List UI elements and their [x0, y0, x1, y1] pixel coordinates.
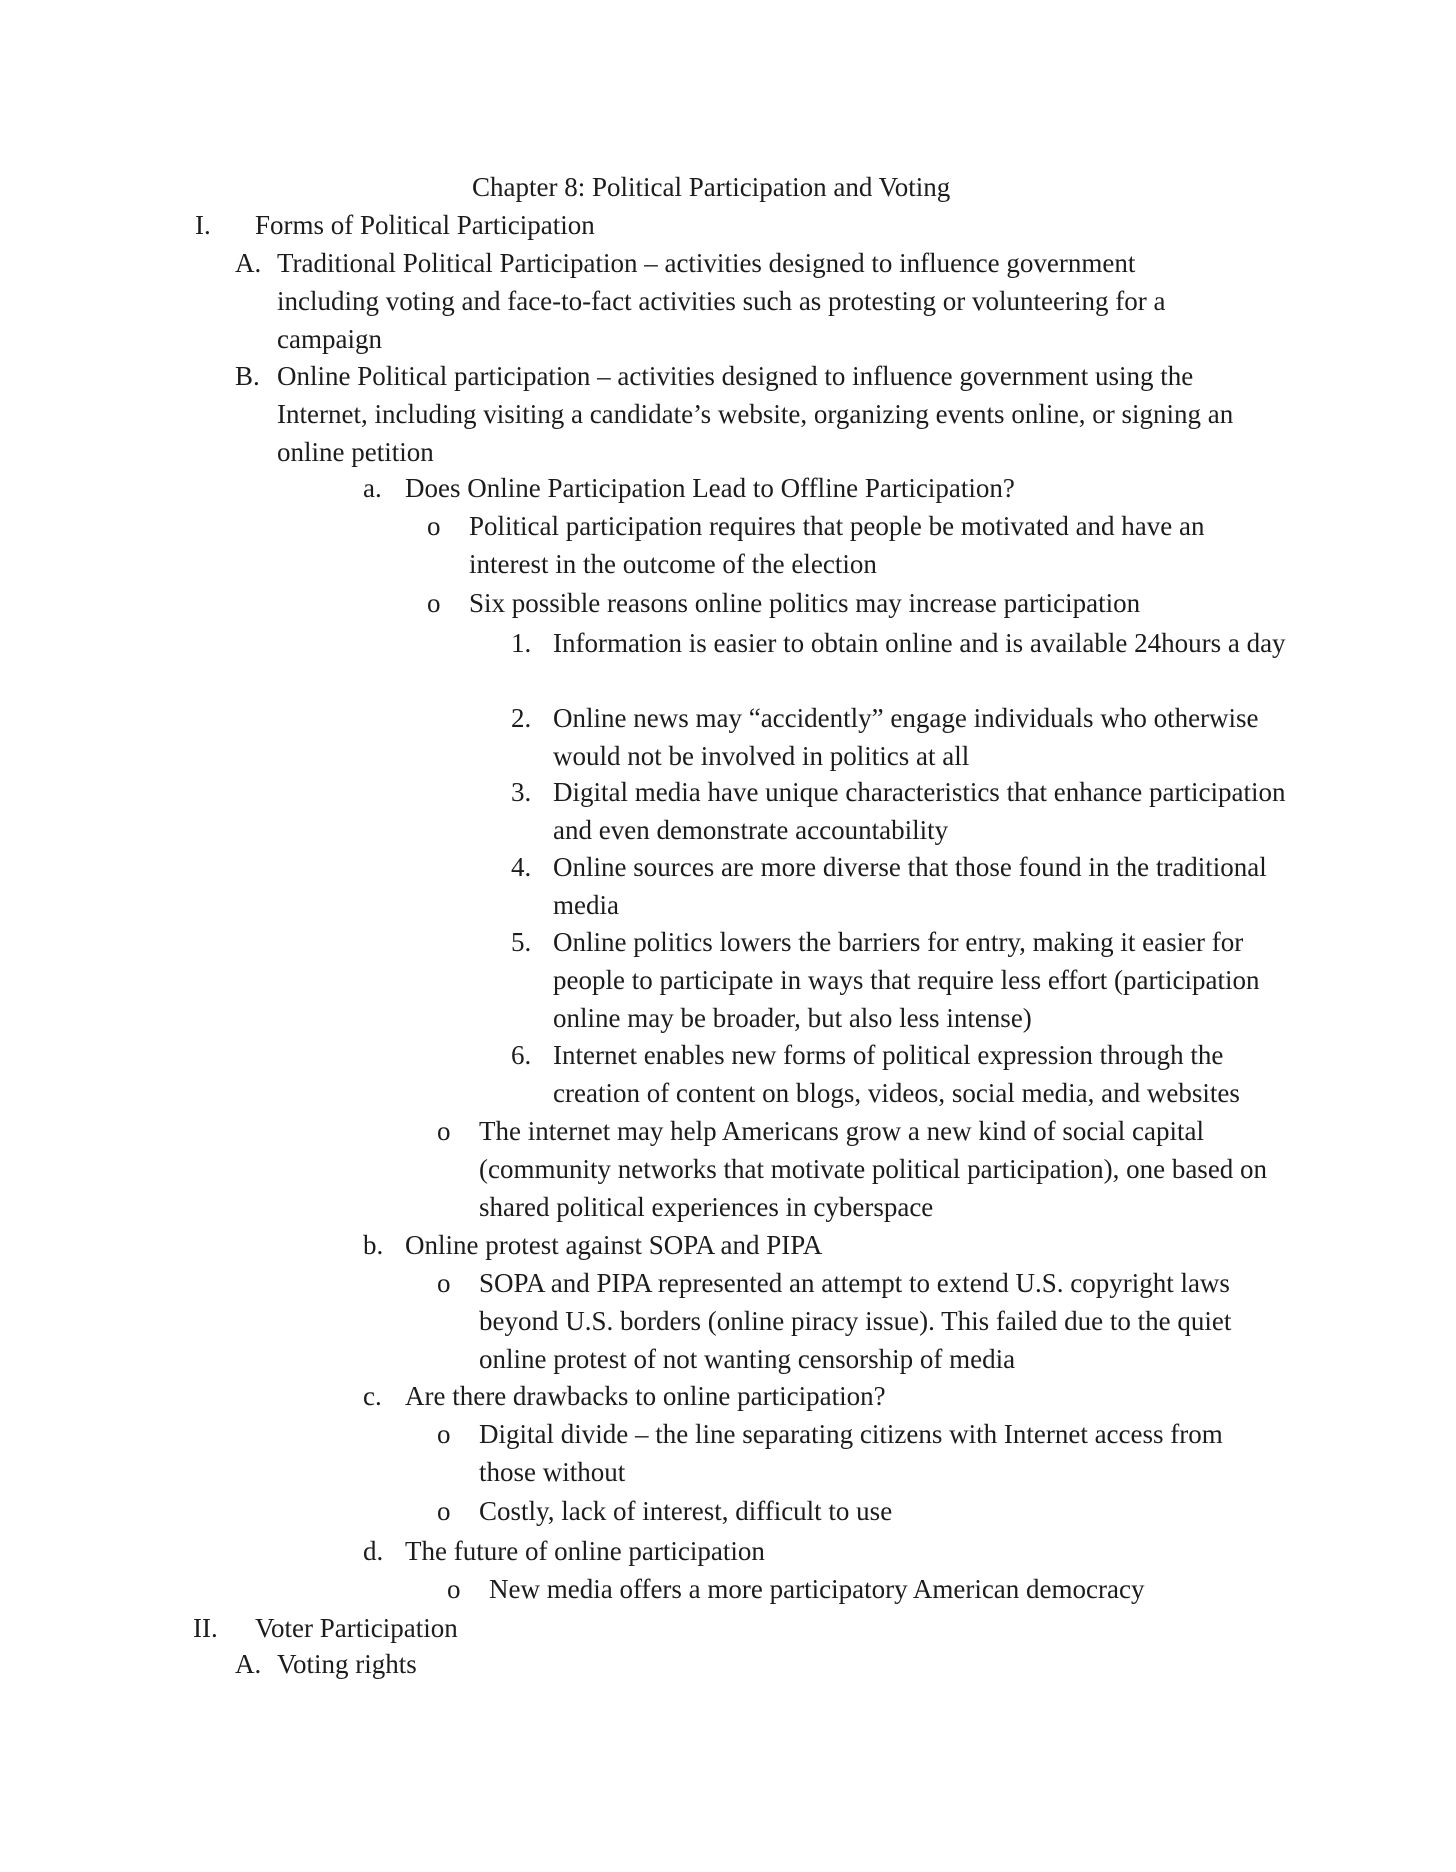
- bullet-marker: o: [437, 1496, 451, 1526]
- reason-item-5: [511, 923, 1288, 1037]
- outline-text: Voting rights: [277, 1649, 417, 1679]
- bullet-marker: o: [427, 588, 441, 618]
- outline-marker: I.: [195, 210, 211, 240]
- outline-text: The internet may help Americans grow a new kind of social capital (community networks that motivate political participation), one based on shared political experiences in cyberspace: [479, 1116, 1268, 1222]
- outline-item-1b: [235, 357, 1263, 471]
- outline-text: Digital media have unique characteristics that enhance participation and even demonstrate accountability: [553, 777, 1286, 845]
- outline-item-1b-a: [363, 469, 1275, 507]
- outline-item-bullet: [427, 584, 1269, 622]
- outline-text: SOPA and PIPA represented an attempt to extend U.S. copyright laws beyond U.S. borders (online piracy issue). This failed due to the quiet online protest of not wanting censorship of media: [479, 1268, 1232, 1374]
- reason-item-4: [511, 848, 1288, 924]
- outline-item-bullet: [437, 1264, 1289, 1378]
- bullet-marker: o: [437, 1116, 451, 1146]
- outline-text: Does Online Participation Lead to Offline Participation?: [405, 473, 1015, 503]
- number-marker: 2.: [511, 703, 532, 733]
- number-marker: 3.: [511, 777, 532, 807]
- outline-text: Online protest against SOPA and PIPA: [405, 1230, 823, 1260]
- reason-item-2: [511, 699, 1288, 775]
- outline-item-1b-d: [363, 1532, 1275, 1570]
- bullet-marker: o: [447, 1574, 461, 1604]
- outline-item-1b-b: [363, 1226, 1275, 1264]
- outline-marker: c.: [363, 1381, 382, 1411]
- outline-text: Digital divide – the line separating citizens with Internet access from those without: [479, 1419, 1223, 1487]
- number-marker: 6.: [511, 1040, 532, 1070]
- bullet-marker: o: [437, 1419, 451, 1449]
- outline-text: Internet enables new forms of political expression through the creation of content on blogs, videos, social media, and websites: [553, 1040, 1240, 1108]
- outline-marker: d.: [363, 1536, 384, 1566]
- outline-item-1a: [235, 244, 1232, 358]
- outline-item-bullet: [437, 1415, 1279, 1491]
- outline-text: Online sources are more diverse that those found in the traditional media: [553, 852, 1267, 920]
- reason-item-6: [511, 1036, 1298, 1112]
- reason-item-3: [511, 773, 1288, 849]
- number-marker: 5.: [511, 927, 532, 957]
- page-title: Chapter 8: Political Participation and Voting: [472, 172, 951, 202]
- outline-text: Online Political participation – activities designed to influence government using the Internet, including visiting a candidate’s website, organizing events online, or signing an online petition: [277, 361, 1234, 467]
- outline-text: Costly, lack of interest, difficult to use: [479, 1496, 893, 1526]
- outline-text: Are there drawbacks to online participation?: [405, 1381, 886, 1411]
- outline-marker: II.: [193, 1613, 218, 1643]
- outline-text: Six possible reasons online politics may increase participation: [469, 588, 1141, 618]
- outline-item-bullet: [427, 507, 1265, 583]
- outline-marker: b.: [363, 1230, 384, 1260]
- outline-item-bullet: [437, 1112, 1289, 1226]
- outline-item-2: [193, 1609, 1275, 1647]
- outline-marker: A.: [235, 248, 262, 278]
- outline-text: Information is easier to obtain online and is available 24hours a day: [553, 628, 1286, 658]
- reason-item-1: [511, 624, 1288, 662]
- outline-item-1: [195, 206, 1275, 244]
- outline-marker: A.: [235, 1649, 262, 1679]
- bullet-marker: o: [427, 511, 441, 541]
- outline-text: The future of online participation: [405, 1536, 765, 1566]
- outline-text: Forms of Political Participation: [255, 210, 595, 240]
- outline-text: New media offers a more participatory American democracy: [489, 1574, 1145, 1604]
- outline-text: Political participation requires that people be motivated and have an interest in the outcome of the election: [469, 511, 1205, 579]
- number-marker: 1.: [511, 628, 532, 658]
- outline-text: Traditional Political Participation – activities designed to influence government including voting and face-to-fact activities such as protesting or volunteering for a campaign: [277, 248, 1166, 354]
- bullet-marker: o: [437, 1268, 451, 1298]
- number-marker: 4.: [511, 852, 532, 882]
- outline-text: Online news may “accidently” engage individuals who otherwise would not be involved in politics at all: [553, 703, 1259, 771]
- outline-item-bullet: [447, 1570, 1279, 1608]
- outline-text: Online politics lowers the barriers for entry, making it easier for people to participate in ways that require less effort (participation online may be broader, but also less intense): [553, 927, 1260, 1033]
- outline-item-1b-c: [363, 1377, 1275, 1415]
- outline-item-2a: [235, 1645, 1232, 1683]
- outline-item-bullet: [437, 1492, 1279, 1530]
- outline-marker: B.: [235, 361, 260, 391]
- outline-text: Voter Participation: [255, 1613, 458, 1643]
- outline-marker: a.: [363, 473, 382, 503]
